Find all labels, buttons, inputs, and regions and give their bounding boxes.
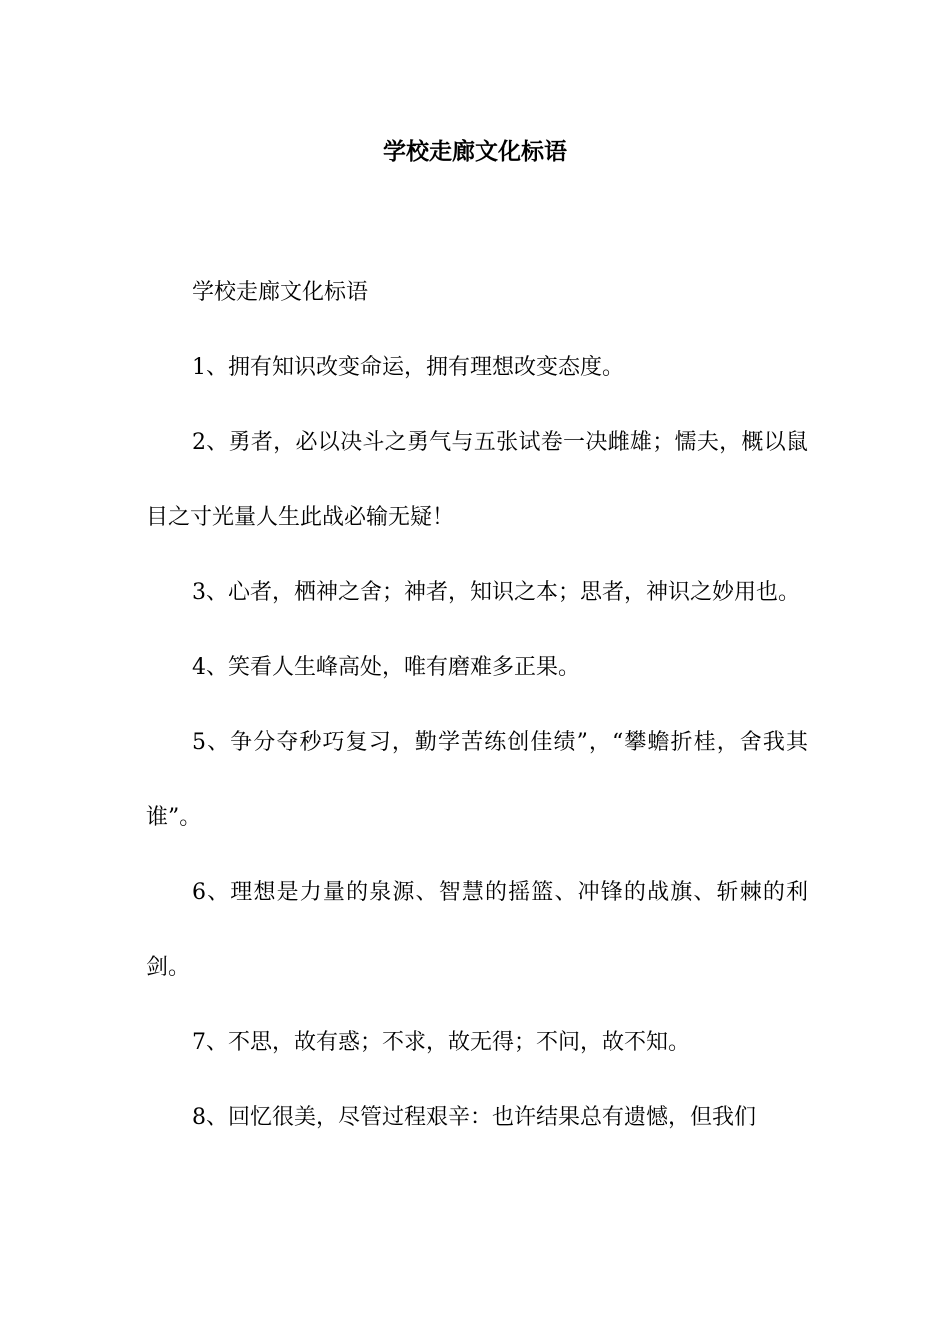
paragraph-1: 1、拥有知识改变命运，拥有理想改变态度。 bbox=[192, 355, 624, 380]
paragraph-6: 6、理想是力量的泉源、智慧的摇篮、冲锋的战旗、斩棘的利剑。 bbox=[146, 880, 808, 980]
paragraph-5: 5、争分夺秒巧复习，勤学苦练创佳绩”，“攀蟾折桂，舍我其谁”。 bbox=[146, 730, 808, 830]
paragraph-8: 8、回忆很美，尽管过程艰辛：也许结果总有遗憾，但我们 bbox=[192, 1105, 756, 1130]
paragraph-3: 3、心者，栖神之舍；神者，知识之本；思者，神识之妙用也。 bbox=[192, 580, 800, 605]
paragraph-7: 7、不思，故有惑；不求，故无得；不问，故不知。 bbox=[192, 1030, 690, 1055]
paragraph-4: 4、笑看人生峰高处，唯有磨难多正果。 bbox=[192, 655, 580, 680]
document-body bbox=[146, 255, 808, 1155]
document-title: 学校走廊文化标语 bbox=[383, 138, 567, 165]
paragraph-2: 2、勇者，必以决斗之勇气与五张试卷一决雌雄；懦夫，概以鼠目之寸光量人生此战必输无疑！ bbox=[146, 430, 808, 530]
paragraph-heading: 学校走廊文化标语 bbox=[192, 280, 369, 305]
